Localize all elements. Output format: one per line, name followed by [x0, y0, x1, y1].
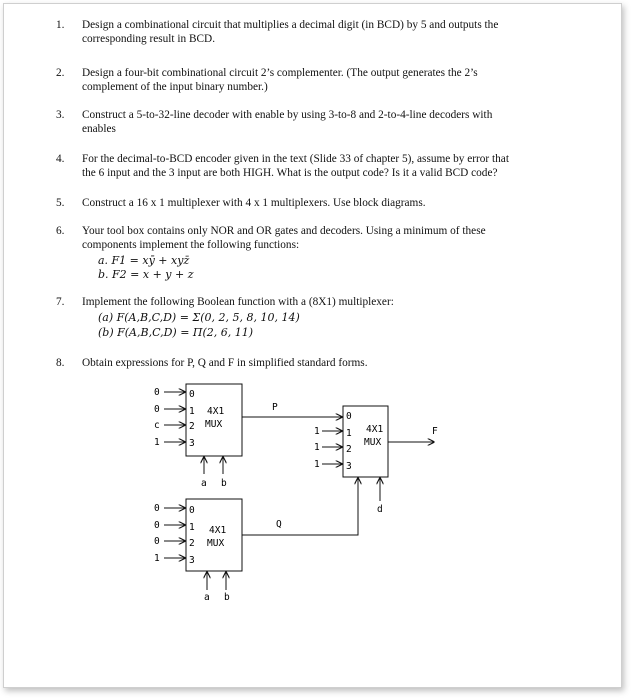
mux-2-label: 4X1 — [209, 525, 227, 536]
question-text: Design a combinational circuit that multiplies a decimal digit (in BCD) by 5 and outputs the — [82, 19, 499, 31]
question-text: Implement the following Boolean function with a (8X1) multiplexer: — [82, 296, 394, 308]
mux-1-port-1: 1 — [189, 406, 195, 417]
question-number: 3. — [56, 109, 65, 121]
question-text-cont: the 6 input and the 3 input are both HIGH. What is the output code? Is it a valid BCD code? — [82, 167, 498, 179]
mux-3-port-2: 2 — [346, 444, 352, 455]
mux-3 — [314, 406, 388, 515]
function-f1: a. F1 = xȳ + xyz̄ — [98, 254, 190, 267]
mux-2-select-b: b — [224, 592, 230, 603]
mux-1-input-1: 0 — [154, 404, 160, 415]
mux-1-port-3: 3 — [189, 438, 195, 449]
mux-3-sub: MUX — [364, 437, 382, 448]
question-number: 5. — [56, 197, 65, 209]
question-text: Your tool box contains only NOR and OR gates and decoders. Using a minimum of these — [82, 225, 486, 237]
mux-2-port-3: 3 — [189, 555, 195, 566]
question-number: 2. — [56, 67, 65, 79]
mux-3-port-1: 1 — [346, 428, 352, 439]
question-number: 1. — [56, 19, 65, 31]
mux-1-label: 4X1 — [207, 406, 225, 417]
question-text: Construct a 5-to-32-line decoder with enable by using 3-to-8 and 2-to-4-line decoders with — [82, 109, 493, 121]
question-text: For the decimal-to-BCD encoder given in the text (Slide 33 of chapter 5), assume by error that — [82, 153, 509, 165]
question-number: 6. — [56, 225, 65, 237]
mux-2-input-1: 0 — [154, 520, 160, 531]
mux-3-input-1: 1 — [314, 426, 320, 437]
mux-2-sub: MUX — [207, 538, 225, 549]
question-text-cont: components implement the following functions: — [82, 239, 300, 251]
question-number: 7. — [56, 296, 65, 308]
mux-2-port-2: 2 — [189, 538, 195, 549]
mux-1-sub: MUX — [205, 419, 223, 430]
mux-1 — [154, 384, 242, 489]
question-text-cont: corresponding result in BCD. — [82, 33, 216, 45]
mux-1-select-a: a — [201, 478, 207, 489]
mux-2 — [154, 499, 242, 603]
mux-3-input-3: 1 — [314, 459, 320, 470]
mux-2-input-0: 0 — [154, 503, 160, 514]
question-text-cont: enables — [82, 123, 116, 135]
mux-1-port-2: 2 — [189, 421, 195, 432]
question-number: 8. — [56, 357, 65, 369]
mux-2-input-2: 0 — [154, 536, 160, 547]
document-page — [3, 3, 622, 688]
mux-3-label: 4X1 — [366, 424, 384, 435]
mux-1-port-0: 0 — [189, 389, 195, 400]
mux-2-port-1: 1 — [189, 522, 195, 533]
mux-2-port-0: 0 — [189, 505, 195, 516]
question-text-cont: complement of the input binary number.) — [82, 81, 268, 93]
mux-1-input-3: 1 — [154, 437, 160, 448]
function-a: (a) F(A,B,C,D) = Σ(0, 2, 5, 8, 10, 14) — [98, 311, 300, 324]
question-text: Design a four-bit combinational circuit 2’s complementer. (The output generates the 2’s — [82, 67, 478, 79]
question-text: Construct a 16 x 1 multiplexer with 4 x 1 multiplexers. Use block diagrams. — [82, 197, 426, 209]
function-b: (b) F(A,B,C,D) = Π(2, 6, 11) — [98, 326, 254, 339]
label-q: Q — [276, 519, 282, 530]
mux-1-input-2: c — [154, 420, 160, 431]
wire-q — [242, 501, 358, 535]
mux-circuit-diagram — [4, 4, 621, 687]
mux-3-select-d: d — [377, 504, 383, 515]
question-number: 4. — [56, 153, 65, 165]
mux-2-select-a: a — [204, 592, 210, 603]
mux-2-input-3: 1 — [154, 553, 160, 564]
mux-3-port-0: 0 — [346, 411, 352, 422]
label-p: P — [272, 402, 278, 413]
question-text: Obtain expressions for P, Q and F in simplified standard forms. — [82, 357, 368, 369]
mux-1-input-0: 0 — [154, 387, 160, 398]
mux-1-select-b: b — [221, 478, 227, 489]
mux-3-input-2: 1 — [314, 442, 320, 453]
label-f: F — [432, 426, 438, 437]
function-f2: b. F2 = x + y + z — [98, 268, 194, 281]
mux-3-port-3: 3 — [346, 461, 352, 472]
